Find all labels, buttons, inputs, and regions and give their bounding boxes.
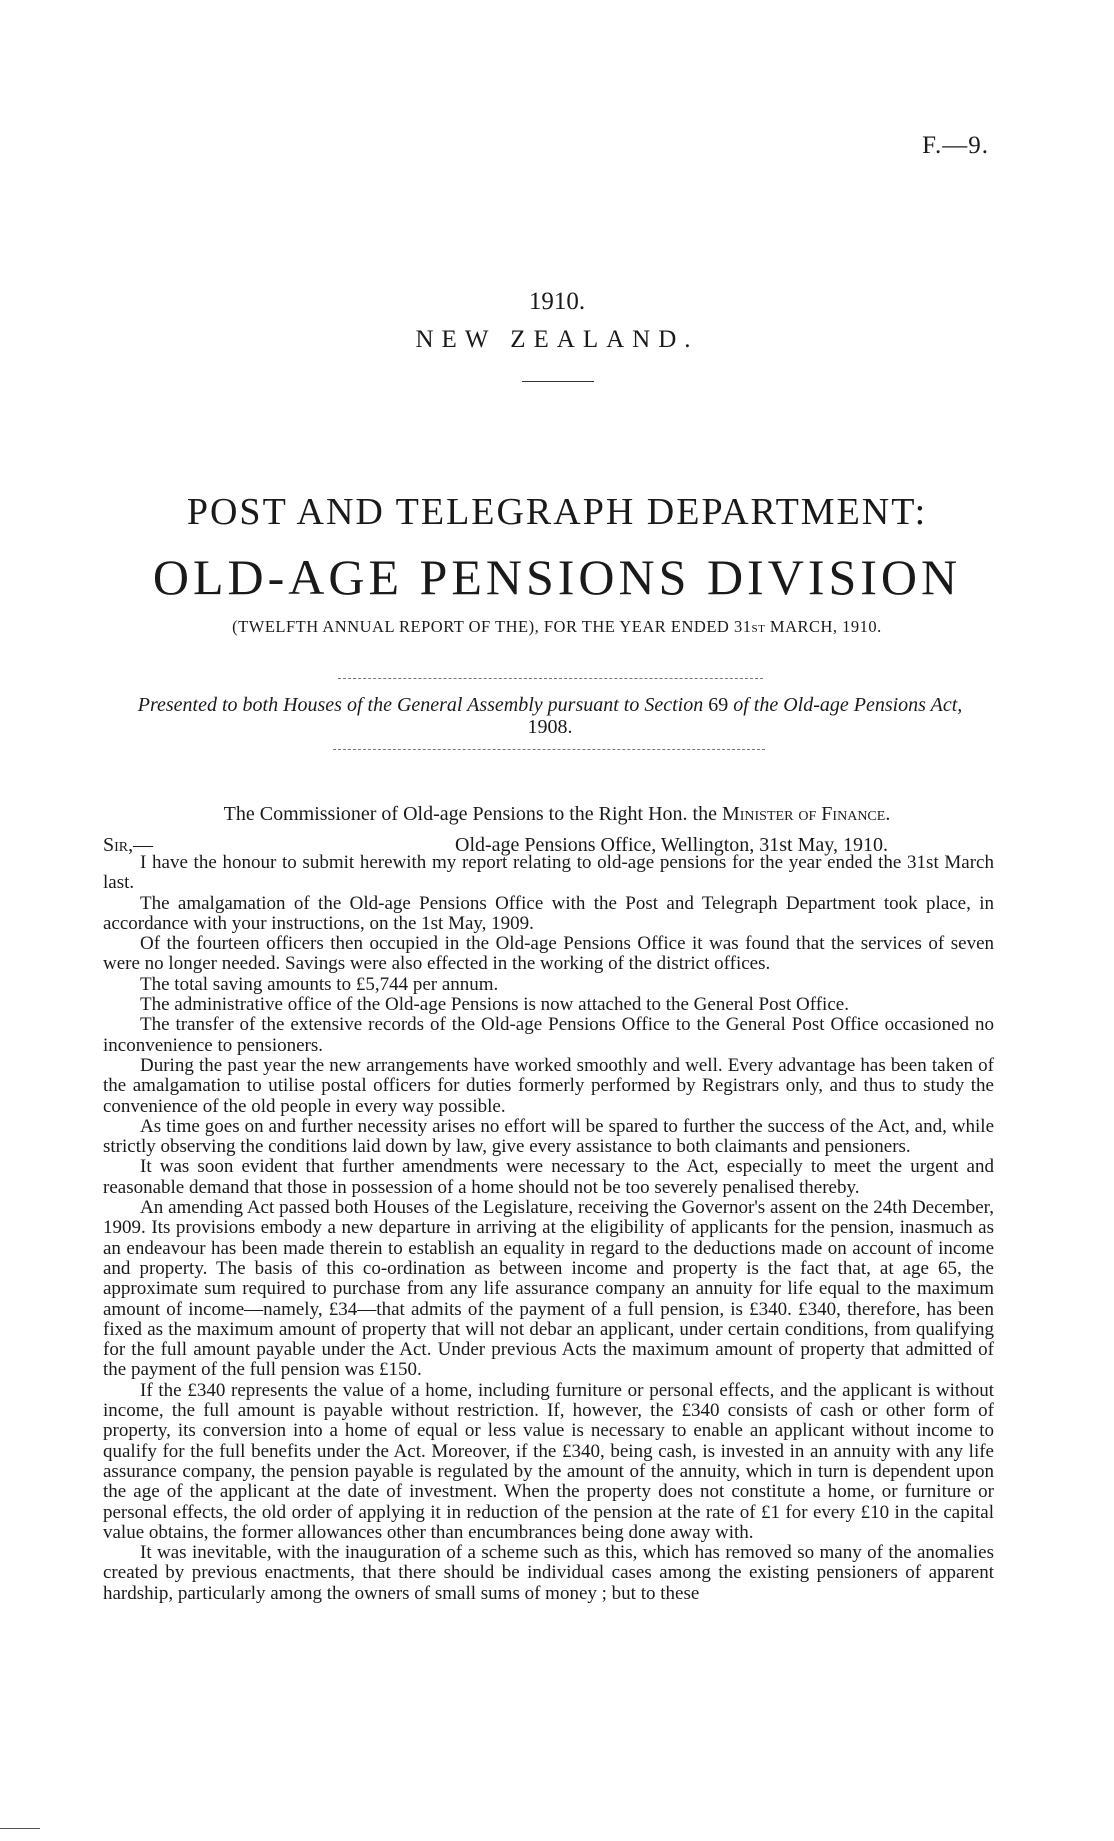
body-paragraph: As time goes on and further necessity arises no effort will be spared to further the success of the Act, and, while strictly observing the conditions laid down by law, give every assistance to both claimants and pensioners. bbox=[103, 1115, 994, 1158]
body-paragraph: The transfer of the extensive records of the Old-age Pensions Office to the General Post Office occasioned no inconvenience to pensioners. bbox=[103, 1014, 994, 1056]
address-to: Minister of Finance. bbox=[721, 803, 891, 825]
salutation: Sir,— bbox=[103, 834, 154, 856]
document-year: 1910. bbox=[528, 288, 586, 315]
office-date-line: Old-age Pensions Office, Wellington, 31st May, 1910. bbox=[455, 834, 888, 856]
subtitle-superscript: ST bbox=[751, 623, 766, 635]
body-paragraph: It was soon evident that further amendments were necessary to the Act, especially to meet the urgent and reasonable demand that those in possession of a home should not be too severely penalised thereby. bbox=[103, 1156, 994, 1198]
body-paragraph: I have the honour to submit herewith my report relating to old-age pensions for the year ended the 31st March last. bbox=[103, 852, 994, 894]
body-paragraph: The total saving amounts to £5,744 per annum. bbox=[140, 973, 499, 995]
address-from: The Commissioner of Old-age Pensions bbox=[223, 803, 544, 825]
body-paragraph: It was inevitable, with the inauguration of a scheme such as this, which has removed so many of the anomalies created by previous enactments, that there should be individual cases among the existing pensioners of apparent hardship, particularly among the owners of small sums of money ; but to these bbox=[103, 1542, 994, 1604]
body-paragraph: The amalgamation of the Old-age Pensions Office with the Post and Telegraph Department took place, in accordance with your instructions, on the 1st May, 1909. bbox=[103, 892, 994, 934]
presentation-act: of the Old-age Pensions Act, bbox=[733, 694, 963, 716]
document-reference: F.—9. bbox=[922, 132, 989, 159]
body-paragraph: If the £340 represents the value of a home, including furniture or personal effects, and the applicant is without income, the full amount is payable without restriction. If, however, the £340 consists of cash or other form of property, its conversion into a home of equal or less value is necessary to enable an applicant without income to qualify for the full benefits under the Act. Moreover, if the £340, being cash, is invested in an annuity with any life assurance company, the pension payable is regulated by the amount of the annuity, which in turn is dependent upon the age of the applicant at the date of investment. When the property does not constitute a home, or furniture or personal effects, the old order of applying it in reduction of the pension at the rate of £1 for every £10 in the capital value obtains, the former allowances other than encumbrances being done away with. bbox=[103, 1379, 994, 1543]
section-number: 69 bbox=[708, 694, 729, 716]
margin-mark bbox=[0, 1828, 40, 1829]
presentation-year: 1908. bbox=[527, 716, 573, 738]
body-paragraph: During the past year the new arrangements have worked smoothly and well. Every advantage has been taken of the amalgamation to utilise postal officers for duties formerly performed by Registrars only, and thus to study the convenience of the old people in every way possible. bbox=[103, 1054, 994, 1117]
header-rule bbox=[522, 381, 594, 382]
body-paragraph: An amending Act passed both Houses of the Legislature, receiving the Governor's assent on the 24th December, 1909. Its provisions embody a new departure in arriving at the eligibility of applicants for the pension, inasmuch as an endeavour has been made therein to establish an equality in regard to the deductions made on account of income and property. The basis of this co-ordination as between income and property is the fact that, at age 65, the approximate sum required to purchase from any life assurance company an annuity for life equal to the maximum amount of income—namely, £34—that admits of the payment of a full pension, is £340. £340, therefore, has been fixed as the maximum amount of property that will not debar an applicant, under certain conditions, from qualifying for the full amount payable under the Act. Under previous Acts the maximum amount of property that admitted of the payment of the full pension was £150. bbox=[103, 1197, 994, 1381]
country-heading: NEW ZEALAND. bbox=[415, 326, 699, 353]
letter-address bbox=[0, 803, 1114, 826]
subtitle-main: (TWELFTH ANNUAL REPORT OF THE), FOR THE YEAR ENDED 31 bbox=[232, 617, 752, 636]
body-paragraph: The administrative office of the Old-age Pensions is now attached to the General Post Office. bbox=[140, 994, 849, 1016]
report-subtitle bbox=[0, 617, 1114, 637]
department-title: POST AND TELEGRAPH DEPARTMENT: bbox=[186, 491, 928, 533]
address-mid: to the Right Hon. the bbox=[548, 803, 717, 825]
subtitle-tail: MARCH, 1910. bbox=[765, 617, 882, 636]
report-body bbox=[103, 853, 994, 1604]
presentation-text: Presented to both Houses of the General Assembly pursuant to Section bbox=[137, 694, 704, 716]
division-title: OLD-AGE PENSIONS DIVISION bbox=[152, 549, 962, 605]
body-paragraph: Of the fourteen officers then occupied in the Old-age Pensions Office it was found that the services of seven were no longer needed. Savings were also effected in the working of the district offices. bbox=[103, 933, 994, 975]
dashed-rule-top bbox=[338, 678, 763, 679]
presentation-statement bbox=[105, 694, 995, 738]
dashed-rule-bottom bbox=[333, 749, 765, 750]
